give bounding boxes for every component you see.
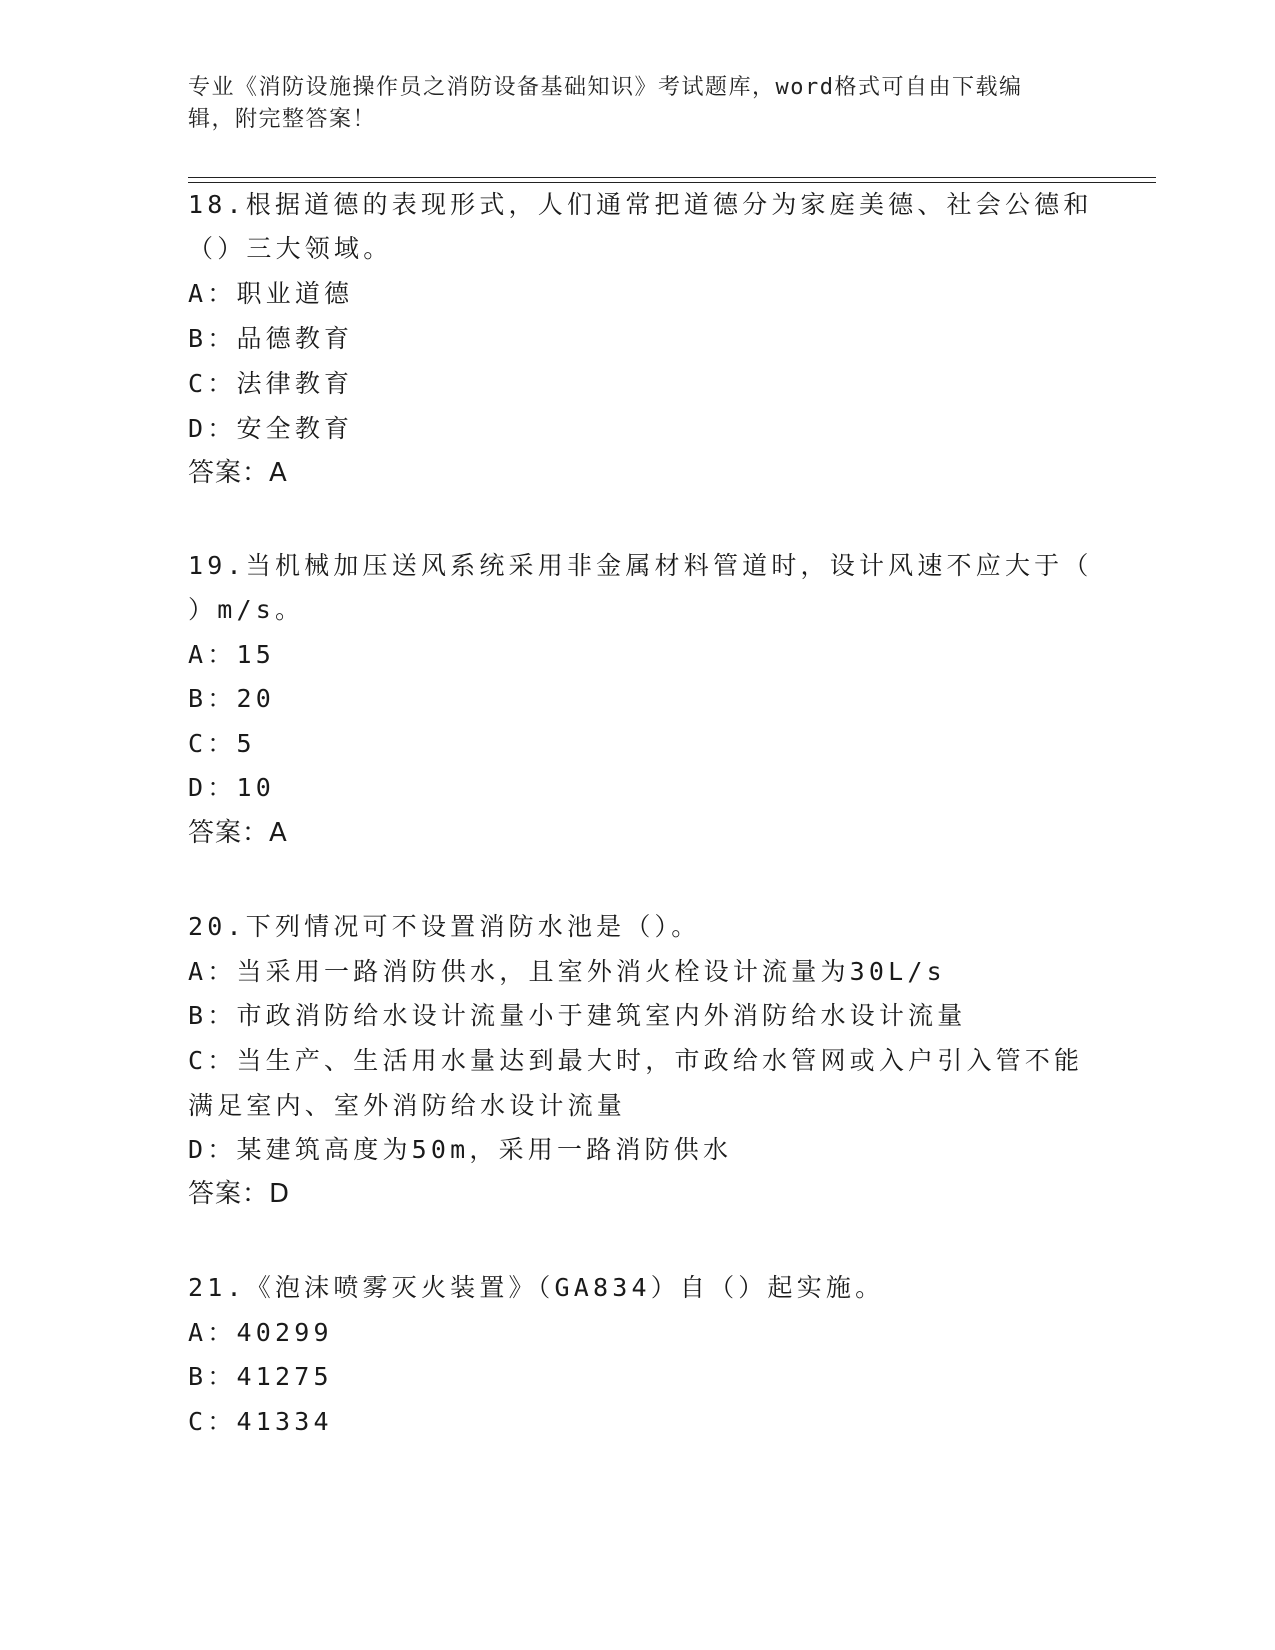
header-divider-top bbox=[188, 177, 1156, 178]
option-c: C：5 bbox=[188, 729, 256, 758]
option-a: A：40299 bbox=[188, 1318, 333, 1347]
option-d: D：某建筑高度为50m，采用一路消防供水 bbox=[188, 1135, 733, 1164]
question-stem: 19.当机械加压送风系统采用非金属材料管道时，设计风速不应大于（ bbox=[188, 551, 1093, 580]
question-stem: 18.根据道德的表现形式，人们通常把道德分为家庭美德、社会公德和 bbox=[188, 190, 1093, 219]
question-stem: 21.《泡沫喷雾灭火装置》（GA834）自（）起实施。 bbox=[188, 1273, 885, 1302]
option-d: D：安全教育 bbox=[188, 414, 354, 443]
option-b: B：41275 bbox=[188, 1362, 333, 1391]
option-a: A：当采用一路消防供水，且室外消火栓设计流量为30L/s bbox=[188, 957, 946, 986]
option-c: C：当生产、生活用水量达到最大时，市政给水管网或入户引入管不能 bbox=[188, 1046, 1084, 1075]
option-c: C：41334 bbox=[188, 1407, 333, 1436]
option-d: D：10 bbox=[188, 773, 275, 802]
option-a: A：15 bbox=[188, 640, 275, 669]
answer: 答案：D bbox=[188, 1179, 291, 1209]
answer: 答案：A bbox=[188, 458, 288, 488]
option-c: C：法律教育 bbox=[188, 369, 354, 398]
answer: 答案：A bbox=[188, 818, 288, 848]
header-divider-bottom bbox=[188, 182, 1156, 183]
option-a: A：职业道德 bbox=[188, 279, 354, 308]
question-stem-continued: （）三大领域。 bbox=[188, 234, 393, 263]
option-b: B：20 bbox=[188, 684, 275, 713]
option-b: B：品德教育 bbox=[188, 324, 354, 353]
option-b: B：市政消防给水设计流量小于建筑室内外消防给水设计流量 bbox=[188, 1001, 967, 1030]
document-header: 专业《消防设施操作员之消防设备基础知识》考试题库，word格式可自由下载编辑，附完整答案！ bbox=[188, 75, 1023, 132]
question-stem: 20.下列情况可不设置消防水池是（）。 bbox=[188, 912, 701, 941]
question-stem-continued: ）m/s。 bbox=[188, 595, 305, 624]
option-c-continued: 满足室内、室外消防给水设计流量 bbox=[188, 1091, 627, 1120]
